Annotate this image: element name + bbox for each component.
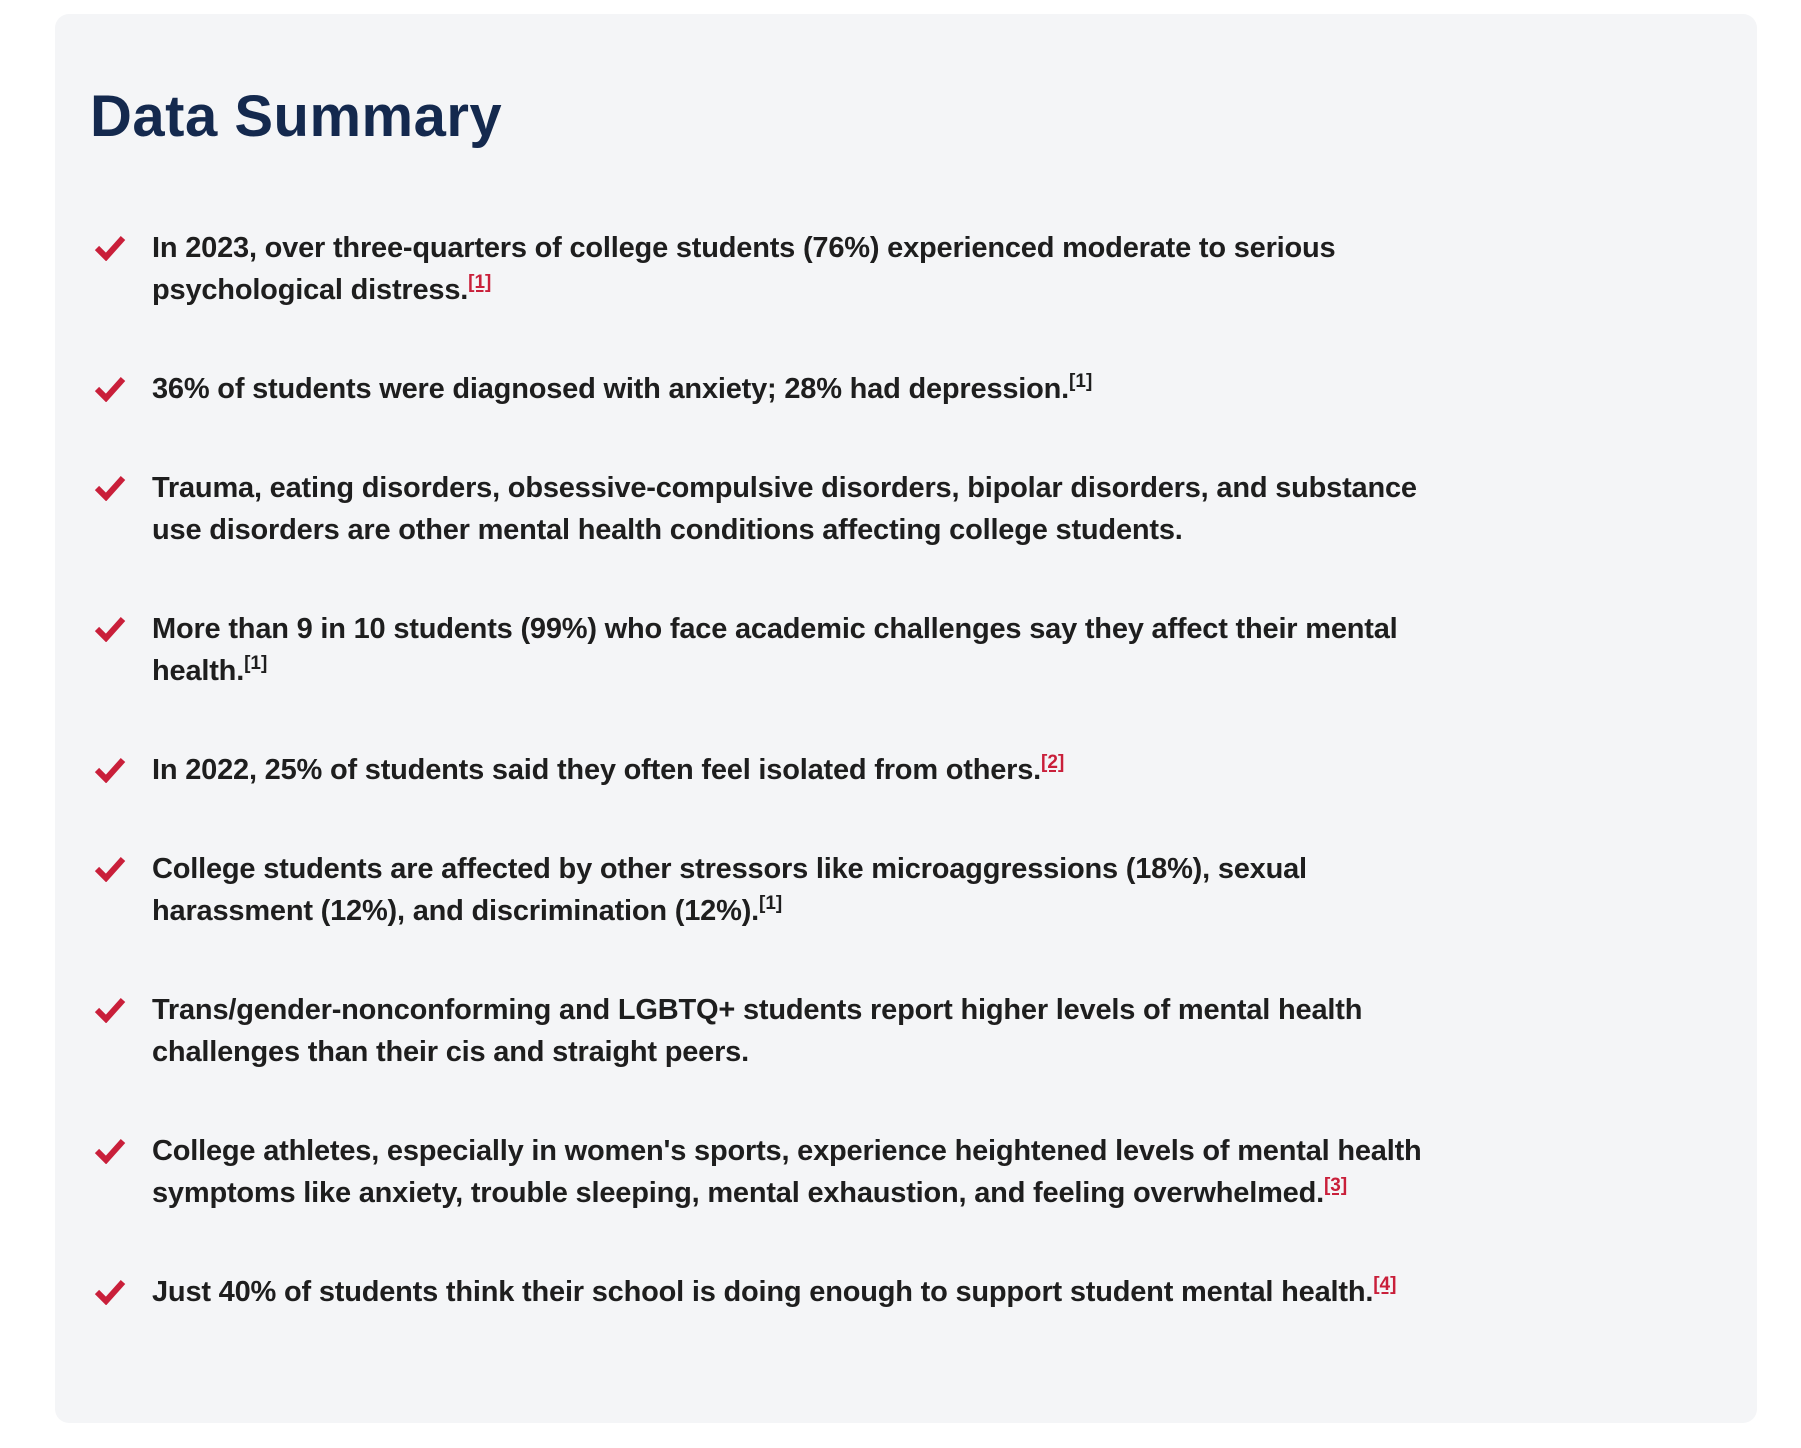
list-item-text-content: In 2023, over three-quarters of college students (76%) experienced moderate to serious psychological distress. bbox=[152, 231, 1336, 306]
list-item-text bbox=[152, 467, 1467, 551]
list-item-text bbox=[152, 749, 1064, 791]
list-item-text bbox=[152, 227, 1467, 311]
checkmark-icon bbox=[94, 608, 126, 642]
list-item-text bbox=[152, 848, 1467, 932]
summary-list bbox=[94, 227, 1717, 1313]
list-item-text-content: In 2022, 25% of students said they often feel isolated from others. bbox=[152, 753, 1042, 786]
checkmark-icon bbox=[94, 227, 126, 261]
citation-link: [1] bbox=[759, 893, 783, 915]
page-title: Data Summary bbox=[90, 84, 503, 149]
list-item bbox=[94, 989, 1717, 1073]
citation-link: [1] bbox=[1069, 371, 1093, 393]
list-item-text-content: Trans/gender-nonconforming and LGBTQ+ students report higher levels of mental health challenges than their cis and straight peers. bbox=[152, 993, 1363, 1068]
list-item bbox=[94, 227, 1717, 311]
citation-link[interactable]: [1] bbox=[468, 272, 492, 294]
list-item bbox=[94, 1130, 1717, 1214]
citation-link: [1] bbox=[244, 653, 268, 675]
list-item bbox=[94, 467, 1717, 551]
list-item bbox=[94, 848, 1717, 932]
citation-link[interactable]: [4] bbox=[1373, 1274, 1397, 1296]
list-item-text bbox=[152, 989, 1467, 1073]
list-item bbox=[94, 749, 1717, 791]
checkmark-icon bbox=[94, 1271, 126, 1305]
list-item-text-content: Trauma, eating disorders, obsessive-compulsive disorders, bipolar disorders, and substance use disorders are other mental health conditions affecting college students. bbox=[152, 471, 1417, 546]
checkmark-icon bbox=[94, 1130, 126, 1164]
citation-link[interactable]: [2] bbox=[1041, 752, 1065, 774]
list-item bbox=[94, 608, 1717, 692]
list-item-text bbox=[152, 608, 1467, 692]
list-item-text-content: More than 9 in 10 students (99%) who face academic challenges say they affect their mental health. bbox=[152, 612, 1398, 687]
content-panel bbox=[55, 14, 1757, 1423]
list-item-text-content: College athletes, especially in women's sports, experience heightened levels of mental health symptoms like anxiety, trouble sleeping, mental exhaustion, and feeling overwhelmed. bbox=[152, 1134, 1422, 1209]
list-item-text-content: Just 40% of students think their school is doing enough to support student mental health. bbox=[152, 1275, 1374, 1308]
checkmark-icon bbox=[94, 467, 126, 501]
list-item-text bbox=[152, 1271, 1396, 1313]
checkmark-icon bbox=[94, 848, 126, 882]
checkmark-icon bbox=[94, 368, 126, 402]
list-item bbox=[94, 368, 1717, 410]
list-item-text bbox=[152, 1130, 1467, 1214]
checkmark-icon bbox=[94, 749, 126, 783]
list-item-text-content: College students are affected by other stressors like microaggressions (18%), sexual harassment (12%), and discrimination (12%). bbox=[152, 852, 1307, 927]
citation-link[interactable]: [3] bbox=[1323, 1175, 1348, 1197]
checkmark-icon bbox=[94, 989, 126, 1023]
list-item-text bbox=[152, 368, 1092, 410]
list-item bbox=[94, 1271, 1717, 1313]
list-item-text-content: 36% of students were diagnosed with anxiety; 28% had depression. bbox=[152, 372, 1070, 405]
